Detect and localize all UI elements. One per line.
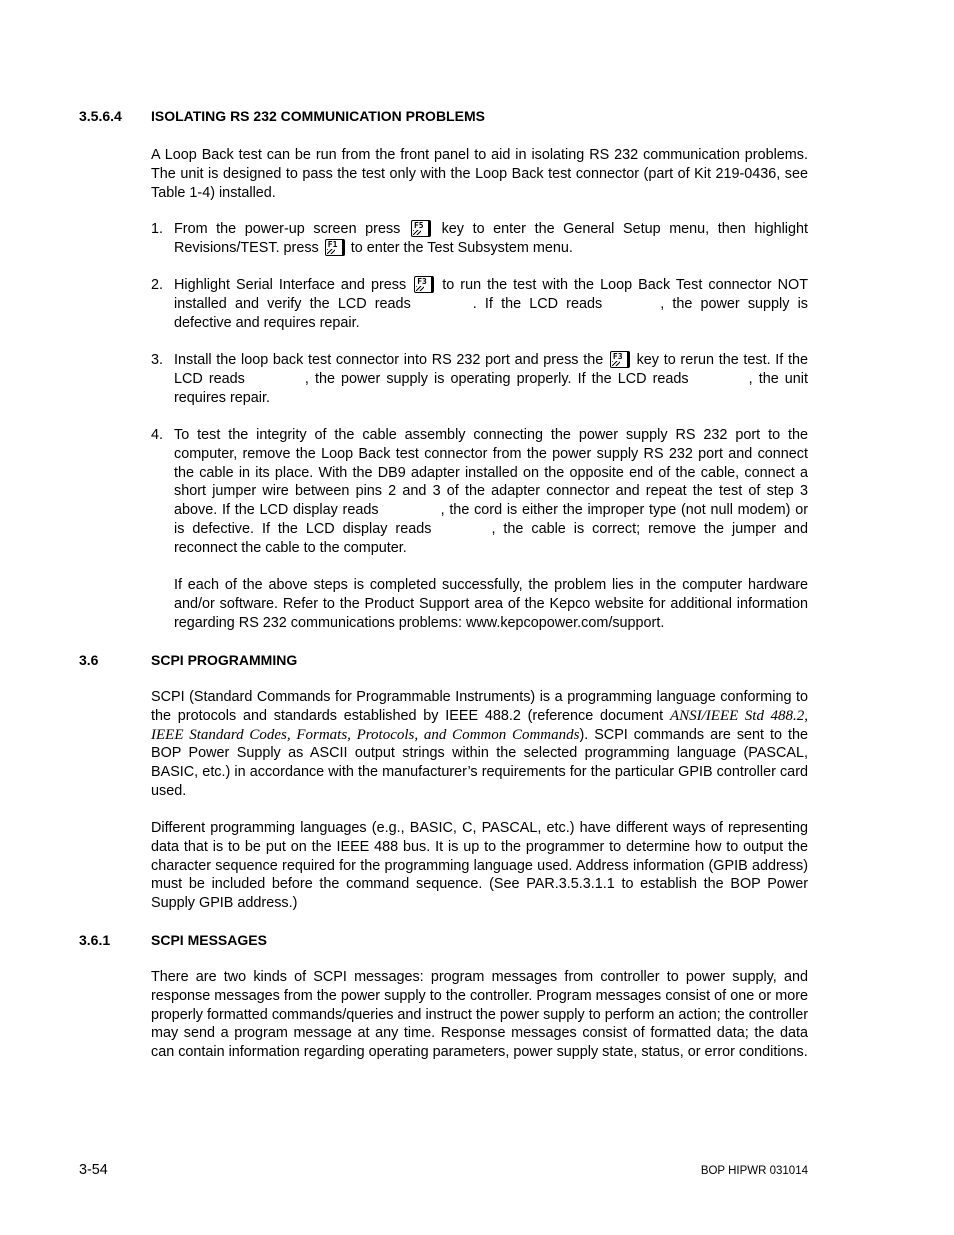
f5-key-icon: F5 (411, 220, 431, 237)
intro-paragraph: A Loop Back test can be run from the front panel to aid in isolating RS 232 communication problems. The unit is designed to pass the test only with the Loop Back test connector (part of Kit 219-0436, see Table 1-4) installed. (151, 147, 808, 201)
scpi-paragraph-1: SCPI (Standard Commands for Programmable Instruments) is a programming language conforming to the protocols and standards established by IEEE 488.2 (reference document ANSI/IEEE Std 488.2, IEEE Standard Codes, Formats, Protocols, and Common Commands). SCPI commands are sent to the BOP Power Supply as ASCII output strings within the selected programming language (PASCAL, BASIC, etc.) in accordance with the manufacturer’s requirements for the particular GPIB controller card used. (151, 689, 809, 799)
document-id: BOP HIPWR 031014 (700, 1165, 808, 1177)
scpi-paragraph-2: Different programming languages (e.g., BASIC, C, PASCAL, etc.) have different ways of representing data that is to be put on the IEEE 488 bus. It is up to the programmer to determine how to output the character sequence required for the programming language used. Address information (GPIB address) must be included before the command sequence. (See PAR.3.5.3.1.1 to establish the BOP Power Supply GPIB address.) (151, 820, 808, 912)
step-2 (151, 276, 808, 332)
step-text: Highlight Serial Interface and press F3 to run the test with the Loop Back Test connector NOT installed and verify the LCD reads . If the LCD reads , the power supply is defective and requires repair. (174, 277, 808, 331)
step-number: 4. (151, 427, 164, 443)
page-number: 3-54 (79, 1162, 108, 1178)
section-number: 3.6 (79, 652, 99, 668)
section-number: 3.5.6.4 (79, 108, 122, 124)
closing-paragraph: If each of the above steps is completed successfully, the problem lies in the computer hardware and/or software. Refer to the Product Support area of the Kepco website for additional information regarding RS 232 communications problems: www.kepcopower.com/support. (174, 577, 808, 631)
step-text: From the power-up screen press F5 key to enter the General Setup menu, then highlight Revisions/TEST. press F1 to enter the Test Subsystem menu. (174, 221, 809, 256)
scpi-messages-paragraph: There are two kinds of SCPI messages: program messages from controller to power supply, and response messages from the power supply to the controller. Program messages consist of one or more properly formatted commands/queries and instruct the power supply to perform an action; the controller may send a program message at any time. Response messages consist of formatted data; the data can contain information regarding operating parameters, power supply state, status, or error conditions. (151, 969, 808, 1061)
section-title: SCPI PROGRAMMING (151, 652, 298, 668)
f3-key-icon: F3 (414, 276, 434, 293)
section-title: ISOLATING RS 232 COMMUNICATION PROBLEMS (151, 108, 485, 124)
step-text: To test the integrity of the cable assembly connecting the power supply RS 232 port to the computer, remove the Loop Back test connector from the power supply RS 232 port and connect the cable in its place. With the DB9 adapter installed on the opposite end of the cable, connect a short jumper wire between pins 2 and 3 of the adapter connector and repeat the test of step 3 above. If the LCD display reads , the cord is either the improper type (not null modem) or is defective. If the LCD display reads , the cable is correct; remove the jumper and reconnect the cable to the computer. (174, 427, 809, 556)
section-number: 3.6.1 (79, 932, 111, 948)
reference-document-title: ANSI/IEEE Std 488.2, IEEE Standard Codes, Formats, Protocols, and Common Commands (151, 707, 809, 743)
f1-key-icon: F1 (325, 239, 345, 256)
step-1 (151, 220, 808, 258)
step-number: 3. (151, 352, 164, 368)
step-number: 1. (151, 221, 164, 237)
step-4 (151, 426, 808, 558)
section-title: SCPI MESSAGES (151, 932, 267, 948)
step-number: 2. (151, 277, 164, 293)
f3-key-icon: F3 (610, 351, 630, 368)
step-text: Install the loop back test connector into RS 232 port and press the F3 key to rerun the test. If the LCD reads , the power supply is operating properly. If the LCD reads , the unit requires repair. (174, 352, 808, 406)
step-3 (151, 351, 808, 407)
